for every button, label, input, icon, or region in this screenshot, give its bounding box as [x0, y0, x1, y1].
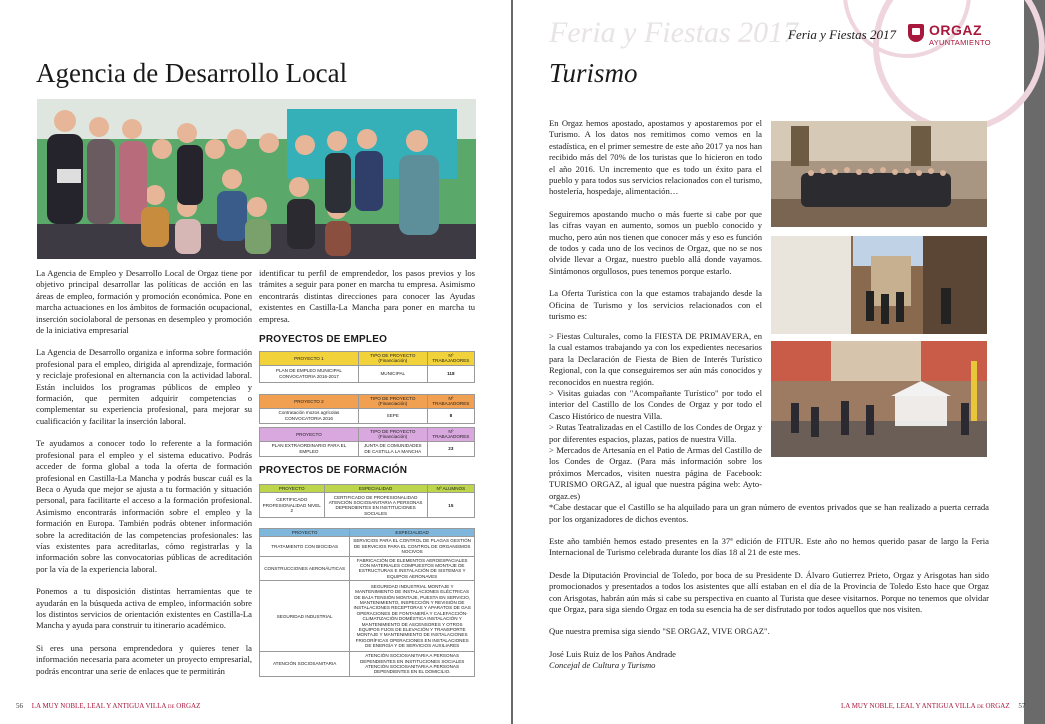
- paragraph: La Agencia de Desarrollo organiza e informa sobre formación profesional para el empleo, dirigida al aprendizaje, formación y reciclaje profesional en alternancia con la actividad laboral. Están incluidos los programas públicos de empleo y formación, que permiten adquirir competencias o complementar su experiencia profesional, para mejorar su cualificación y facilitar la inserción laboral.: [36, 347, 252, 426]
- paragraph: Te ayudamos a conocer todo lo referente a la formación profesional para el empleo y el sistema educativo. Podrás acceder de forma global a toda la oferta de formación profesional en Castilla-La Mancha y podrás buscar cuál es la Beca o Ayuda que mejor se ajusta a tu formación y situación personal, para facilitarte el acceso a la formación profesional. Asimismo encontrarás información sobre el empleo y la formación en Europa. También podrás obtener información sobre la acreditación de las competencias profesionales: las vías existentes para acreditarlas, cómo registrarlas y la información sobre las convocatorias públicas de acreditación por la vía de la experiencia laboral.: [36, 438, 252, 574]
- crest-icon: [908, 24, 924, 42]
- brand-logo: [908, 20, 998, 54]
- table-proyecto-3: [259, 427, 475, 457]
- left-page: [0, 0, 511, 724]
- signature-name: José Luis Ruiz de los Paños Andrade: [549, 648, 676, 659]
- list-item: > Rutas Teatralizadas en el Castillo de los Condes de Orgaz y por diferentes espacios, plazas, patios de nuestra Villa.: [549, 422, 762, 444]
- table-header: ESPECIALIDAD: [350, 529, 475, 537]
- list-item: > Mercados de Artesanía en el Patio de Armas del Castillo de los Condes de Orgaz. (Para más información sobre los próximos Mercados, visiten nuestra página de Facebook: TURISMO ORGAZ, al igual que nuestra página web: Ayto-orgaz.es): [549, 445, 762, 501]
- footer-brand: ORGAZ: [176, 702, 201, 710]
- table-cell: SEGURIDAD INDUSTRIAL MONTAJE Y MANTENIMIENTO DE INSTALACIONES ELÉCTRICAS DE BAJA TENSIÓN MONTAJE, PUESTA EN SERVICIO, MANTENIMIENTO, INSPECCIÓN Y REVISIÓN DE INSTALACIONES RECEPTORAS Y APARATOS DE GAS OPERACIONES DE FONTANERÍA Y CALEFACCIÓN-CLIMATIZACIÓN DOMÉSTICA INSTALACIÓN Y MANTENIMIENTO DE ASCENSORES Y OTROS EQUIPOS FIJOS DE ELEVACIÓN Y TRANSPORTE MONTAJE Y MANTENIMIENTO DE INSTALACIONES FRIGORÍFICAS OPERACIONES EN INSTALACIONES DE ENERGÍA Y DE SERVICIOS AUXILIARES: [350, 581, 475, 652]
- signature-block: [549, 649, 989, 672]
- page-footer: [841, 702, 1025, 710]
- paragraph: identificar tu perfil de emprendedor, los pasos previos y los trámites a seguir para poner en marcha tu empresa. Asimismo encontrarás distintas direcciones para conocer las Ayudas existentes en Castilla-La Mancha para poner en marcha tu empresa.: [259, 268, 475, 324]
- table-cell: 118: [427, 365, 474, 382]
- paragraph: La Agencia de Empleo y Desarrollo Local de Orgaz tiene por objetivo principal desarrollar las políticas de acción en las áreas de empleo, formación y promoción económica. Pone en marcha actuaciones en los ámbitos de formación ocupacional, inserción sociolaboral de personas en desempleo y promoción de la iniciativa empresarial: [36, 268, 252, 336]
- table-cell: MUNICIPAL: [358, 365, 427, 382]
- table-cell: 8: [427, 408, 474, 423]
- tourism-offer-list: [549, 331, 762, 502]
- right-column-narrow: [549, 118, 762, 323]
- page-title: Turismo: [549, 58, 638, 88]
- table-cell: 15: [427, 493, 474, 518]
- paragraph: En Orgaz hemos apostado, apostamos y apostaremos por el Turismo. A los datos nos remitimos como vemos en la estadística, en el primer semestre de este año 2017 ya nos han recibido más del 70% de los turistas que lo hicieron en todo el año 2016. Un incremento que es todo un éxito para el pueblo y para todos sus servicios relacionados con el turismo, hostelería, hospedaje, alimentación…: [549, 118, 762, 197]
- table-header: Nº TRABAJADORES: [427, 428, 474, 442]
- table-header: PROYECTO: [260, 428, 359, 442]
- footer-text: LA MUY NOBLE, LEAL Y ANTIGUA VILLA: [31, 702, 167, 710]
- watermark-title: Feria y Fiestas 2017: [549, 16, 799, 49]
- brand-name: ORGAZ: [929, 22, 983, 38]
- table-header: TIPO DE PROYECTO (Financiación): [358, 352, 427, 366]
- photo-castle-courtyard: [771, 236, 987, 334]
- table-header: PROYECTO: [260, 485, 325, 493]
- table-formacion-2: [259, 528, 475, 677]
- table-cell: ATENCIÓN SOCIOSANITARIA: [260, 652, 350, 677]
- table-cell: SEGURIDAD INDUSTRIAL: [260, 581, 350, 652]
- table-cell: SEPE: [358, 408, 427, 423]
- right-page: [513, 0, 1024, 724]
- brand-subtitle: AYUNTAMIENTO: [929, 38, 991, 47]
- paragraph: Desde la Diputación Provincial de Toledo, por boca de su Presidente D. Álvaro Gutierrez Prieto, Orgaz y Arisgotas han sido promocionados y presentados a todos los asistentes que allí estaban en el día de la Provincia de Toledo Esto hace que Orgaz con Arisgotas, habrán aún más si cabe su perspectiva en cuanto al Turista que desee visitarnos. Porque no tenemos que olvidar que Orgaz, para siga siendo Orgaz en toda su esencia ha de ser disfrutado por todos aquellos que nos visiten.: [549, 569, 989, 614]
- table-header: TIPO DE PROYECTO (Financiación): [358, 395, 427, 409]
- footer-text: LA MUY NOBLE, LEAL Y ANTIGUA VILLA: [841, 702, 976, 710]
- table-proyecto-1: [259, 351, 475, 383]
- paragraph: Ponemos a tu disposición distintas herramientas que te ayudarán en la búsqueda activa de empleo, información sobre los distintos servicios de orientación existentes en Castilla-La Mancha y ayuda para construir tu itinerario académico.: [36, 586, 252, 631]
- table-cell: CERTIFICADO PROFESIONALIDAD NIVEL 2: [260, 493, 325, 518]
- table-cell: ATENCIÓN SOCIOSANITARIA A PERSONAS DEPENDIENTES EN INSTITUCIONES SOCIALES ATENCIÓN SOCIOSANITARIA A PERSONAS DEPENDIENTES EN EL DOMICILIO.: [350, 652, 475, 677]
- footer-brand: ORGAZ: [985, 702, 1010, 710]
- table-formacion-1: [259, 484, 475, 518]
- table-header: PROYECTO 1: [260, 352, 359, 366]
- footer-de: DE: [167, 705, 175, 710]
- table-cell: PLAN EXTRAORDINARIO PARA EL EMPLEO: [260, 441, 359, 456]
- page-title: Agencia de Desarrollo Local: [36, 58, 348, 88]
- table-header: PROYECTO: [260, 529, 350, 537]
- section-header: Feria y Fiestas 2017: [788, 27, 896, 42]
- left-column-2: [259, 268, 475, 336]
- table-cell: SERVICIOS PARA EL CONTROL DE PLAGAS GESTIÓN DE SERVICIOS PARA EL CONTROL DE ORGANISMOS NOCIVOS: [350, 537, 475, 556]
- table-header: Nº TRABAJADORES: [427, 395, 474, 409]
- page-number: 56: [16, 702, 23, 710]
- paragraph: Que nuestra premisa siga siendo "SE ORGAZ, VIVE ORGAZ".: [549, 626, 770, 637]
- table-header: Nº ALUMNOS: [427, 485, 474, 493]
- table-cell: PLAN DE EMPLEO MUNICIPAL CONVOCATORIA 2016-2017: [260, 365, 359, 382]
- section-heading-formacion: PROYECTOS DE FORMACIÓN: [259, 465, 408, 476]
- list-item: > Fiestas Culturales, como la FIESTA DE PRIMAVERA, en la cual estamos trabajando ya con los expedientes necesarios para la Declaración de Fiesta de Bien de Interés Turístico Regional, con la que conseguiremos ser aún más conocidos y reconocidos en nuestra región.: [549, 331, 762, 387]
- page-footer: [16, 702, 200, 710]
- page-number: 57: [1018, 702, 1026, 710]
- table-cell: CONSTRUCCIONES AERONÁUTICAS: [260, 556, 350, 581]
- footer-de: DE: [977, 705, 984, 710]
- paragraph: La Oferta Turística con la que estamos trabajando desde la Oficina de Turismo y los servicios relacionados con el turismo es:: [549, 288, 762, 322]
- table-header: PROYECTO 2: [260, 395, 359, 409]
- photo-artisan-market: [771, 341, 987, 457]
- table-cell: TRATAMIENTO CON BIOCIDAS: [260, 537, 350, 556]
- left-column-1: [36, 268, 252, 688]
- table-cell: Contratación mozos agrícolas CONVOCATORIA 2016: [260, 408, 359, 423]
- list-item: > Visitas guiadas con "Acompañante Turístico" por todo el interior del Castillo de los Condes de Orgaz y por todo el Casco Histórico de nuestra Villa.: [549, 388, 762, 421]
- table-cell: FABRICACIÓN DE ELEMENTOS AEROESPACIALES CON MATERIALES COMPUESTOS MONTAJE DE ESTRUCTURAS E INSTALACIÓN DE SISTEMAS Y EQUIPOS AERONAVES: [350, 556, 475, 581]
- table-header: ESPECIALIDAD: [324, 485, 427, 493]
- photo-visitor-group: [771, 121, 987, 227]
- signature-role: Concejal de Cultura y Turismo: [549, 660, 656, 671]
- table-proyecto-2: [259, 394, 475, 424]
- group-photo: [37, 99, 476, 259]
- paragraph: Si eres una persona emprendedora y quieres tener la información necesaria para acometer un proyecto empresarial, podrás encontrar una serie de enlaces que te permitirán: [36, 642, 252, 676]
- table-header: TIPO DE PROYECTO (Financiación): [358, 428, 427, 442]
- paragraph: Seguiremos apostando mucho o más fuerte si cabe por que las cifras vayan en aumento, somos un pueblo conocido y mucho, pero aún nos tienen que conocer más y eso es función de todos y cada uno de los vecinos de Orgaz, que no se nos olvide llevar a Orgaz, nuestro pueblo allá donde vayamos. Sintámonos orgullosos, pues tenemos porque estarlo.: [549, 208, 762, 276]
- table-cell: CERTIFICADO DE PROFESIONALIDAD ATENCIÓN SOCIOSANITARIA A PERSONAS DEPENDIENTES EN INSTITUCIONES SOCIALES: [324, 493, 427, 518]
- table-cell: JUNTA DE COMUNIDADES DE CASTILLA LA MANCHA: [358, 441, 427, 456]
- table-header: Nº TRABAJADORES: [427, 352, 474, 366]
- section-heading-empleo: PROYECTOS DE EMPLEO: [259, 334, 388, 345]
- table-cell: 23: [427, 441, 474, 456]
- paragraph: Este año también hemos estado presentes en la 37ª edición de FITUR. Este año no hemos querido pasar de largo la Feria Internacional de Turismo celebrada durante los días 18 al 21 de este mes.: [549, 535, 989, 558]
- note: *Cabe destacar que el Castillo se ha alquilado para un gran número de eventos privados que se han realizado a puerta cerrada por los organizadores de dichos eventos.: [549, 502, 989, 524]
